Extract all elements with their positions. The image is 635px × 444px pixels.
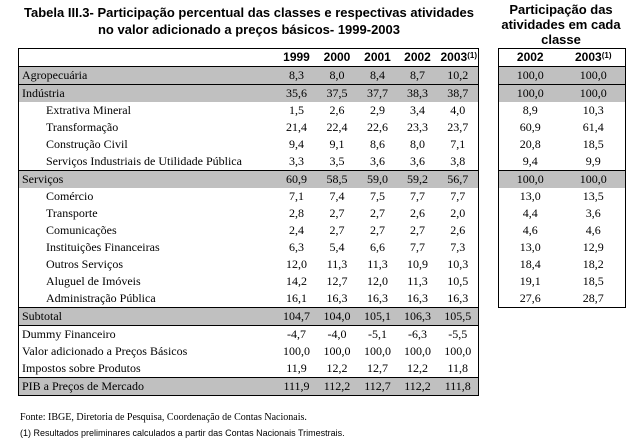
row-label: Agropecuária	[19, 67, 277, 85]
year-header: 2002	[499, 49, 562, 67]
value-cell: 23,3	[407, 120, 428, 134]
participation-cell: 12,9	[582, 240, 604, 254]
value-cell: 12,2	[326, 361, 348, 375]
value-cell: 12,0	[367, 274, 388, 288]
row-label: Comércio	[46, 189, 94, 203]
value-cell: 3,6	[410, 154, 425, 168]
value-cell: 7,7	[410, 240, 425, 254]
value-cell: 8,4	[358, 67, 398, 85]
table-row	[499, 256, 626, 273]
value-cell: 60,9	[277, 171, 317, 189]
table-row	[499, 153, 626, 171]
header-row	[499, 49, 626, 67]
value-cell: 2,8	[289, 206, 304, 220]
table-row	[19, 360, 479, 378]
value-cell: 2,6	[450, 223, 466, 237]
value-cell: 100,0	[283, 344, 310, 358]
year-header: 2000	[317, 49, 358, 67]
participation-cell: 27,6	[519, 291, 541, 305]
table-row	[19, 343, 479, 360]
participation-cell: 18,5	[582, 137, 604, 151]
participation-cell: 18,5	[582, 274, 604, 288]
value-cell: -4,0	[317, 326, 358, 344]
row-label: Transporte	[46, 206, 98, 220]
value-cell: 2,7	[370, 206, 385, 220]
value-cell: 100,0	[404, 344, 431, 358]
main-table	[18, 48, 479, 396]
value-cell: 3,6	[370, 154, 385, 168]
value-cell: -6,3	[398, 326, 438, 344]
table-row	[19, 256, 479, 273]
value-cell: -5,1	[358, 326, 398, 344]
table-row	[19, 326, 479, 344]
value-cell: 2,6	[329, 103, 345, 117]
participation-cell: 61,4	[582, 120, 604, 134]
table-row	[19, 273, 479, 290]
value-cell: 9,1	[329, 137, 345, 151]
participation-cell: 100,0	[562, 85, 626, 103]
value-cell: 6,3	[289, 240, 304, 254]
row-label: Comunicações	[46, 223, 117, 237]
row-label: Outros Serviços	[46, 257, 123, 271]
table-row	[499, 273, 626, 290]
value-cell: 16,1	[286, 291, 307, 305]
table-row	[19, 239, 479, 256]
header-row	[19, 49, 479, 67]
value-cell: -5,5	[438, 326, 479, 344]
side-table-title: Participação das atividades em cada classe	[501, 2, 621, 47]
year-header: 2001	[358, 49, 398, 67]
value-cell: 16,3	[407, 291, 428, 305]
value-cell: 3,3	[289, 154, 304, 168]
value-cell: -4,7	[277, 326, 317, 344]
value-cell: 8,6	[370, 137, 385, 151]
value-cell: 3,4	[410, 103, 425, 117]
value-cell: 5,4	[329, 240, 345, 254]
participation-cell: 20,8	[519, 137, 541, 151]
row-label: Valor adicionado a Preços Básicos	[22, 344, 188, 358]
participation-cell: 28,7	[582, 291, 604, 305]
value-cell: 38,7	[438, 85, 479, 103]
value-cell: 112,2	[317, 378, 358, 396]
table-title: Tabela III.3- Participação percentual das classes e respectivas atividades no valor adicionado a preços básicos- 1999-2003	[24, 5, 474, 37]
participation-cell: 9,9	[585, 154, 601, 168]
row-label: Subtotal	[19, 308, 277, 326]
row-label: PIB a Preços de Mercado	[19, 378, 277, 396]
participation-cell: 10,3	[582, 103, 604, 117]
note-marker: (1)	[601, 51, 612, 60]
value-cell: 8,0	[410, 137, 425, 151]
table-row	[499, 171, 626, 189]
value-cell: 12,2	[407, 361, 428, 375]
value-cell: 3,8	[450, 154, 466, 168]
value-cell: 105,5	[438, 308, 479, 326]
value-cell: 2,0	[450, 206, 466, 220]
participation-cell: 13,0	[519, 189, 541, 203]
table-row	[19, 136, 479, 153]
year-header: 2002	[398, 49, 438, 67]
value-cell: 2,4	[289, 223, 304, 237]
value-cell: 12,7	[367, 361, 388, 375]
value-cell: 16,3	[367, 291, 388, 305]
participation-cell: 4,4	[522, 206, 538, 220]
value-cell: 2,7	[410, 223, 425, 237]
value-cell: 7,4	[329, 189, 345, 203]
value-cell: 106,3	[398, 308, 438, 326]
value-cell: 10,5	[447, 274, 469, 288]
value-cell: 37,7	[358, 85, 398, 103]
participation-cell: 100,0	[562, 171, 626, 189]
value-cell: 111,9	[277, 378, 317, 396]
value-cell: 1,5	[289, 103, 304, 117]
value-cell: 38,3	[398, 85, 438, 103]
value-cell: 35,6	[277, 85, 317, 103]
participation-cell: 4,6	[522, 223, 538, 237]
value-cell: 105,1	[358, 308, 398, 326]
table-row	[19, 153, 479, 171]
value-cell: 9,4	[289, 137, 304, 151]
participation-cell: 18,2	[582, 257, 604, 271]
note-marker: (1)	[467, 51, 477, 60]
value-cell: 10,2	[438, 67, 479, 85]
participation-table	[498, 48, 626, 308]
value-cell: 8,3	[277, 67, 317, 85]
table-row	[19, 85, 479, 103]
value-cell: 2,7	[329, 223, 345, 237]
table-row	[499, 119, 626, 136]
table-row	[19, 290, 479, 308]
row-label: Indústria	[19, 85, 277, 103]
value-cell: 2,9	[370, 103, 385, 117]
table-row	[499, 239, 626, 256]
value-cell: 22,4	[326, 120, 348, 134]
participation-cell: 19,1	[519, 274, 541, 288]
row-label: Serviços Industriais de Utilidade Pública	[46, 154, 242, 168]
table-row	[499, 67, 626, 85]
year-header: 2003$^{(1)}$	[562, 49, 626, 67]
value-cell: 111,8	[438, 378, 479, 396]
row-label: Transformação	[46, 120, 119, 134]
participation-cell: 13,5	[582, 189, 604, 203]
value-cell: 7,1	[289, 189, 304, 203]
value-cell: 23,7	[447, 120, 469, 134]
value-cell: 104,0	[317, 308, 358, 326]
value-cell: 3,5	[329, 154, 345, 168]
value-cell: 12,0	[286, 257, 307, 271]
row-label: Extrativa Mineral	[46, 103, 131, 117]
value-cell: 59,0	[358, 171, 398, 189]
participation-cell: 9,4	[522, 154, 538, 168]
participation-cell: 100,0	[499, 171, 562, 189]
table-row	[19, 205, 479, 222]
participation-cell: 3,6	[585, 206, 601, 220]
value-cell: 11,3	[326, 257, 348, 271]
value-cell: 104,7	[277, 308, 317, 326]
value-cell: 8,0	[317, 67, 358, 85]
header-label-cell	[19, 49, 277, 67]
value-cell: 4,0	[450, 103, 466, 117]
value-cell: 7,7	[450, 189, 466, 203]
row-label: Construção Civil	[46, 137, 128, 151]
value-cell: 112,2	[398, 378, 438, 396]
value-cell: 7,7	[410, 189, 425, 203]
value-cell: 56,7	[438, 171, 479, 189]
table-row	[19, 102, 479, 119]
table-row	[19, 222, 479, 239]
table-row	[19, 171, 479, 189]
value-cell: 2,7	[370, 223, 385, 237]
value-cell: 12,7	[326, 274, 348, 288]
table-row	[499, 222, 626, 239]
year-header: 1999	[277, 49, 317, 67]
value-cell: 21,4	[286, 120, 307, 134]
table-row	[499, 290, 626, 308]
value-cell: 22,6	[367, 120, 388, 134]
value-cell: 16,3	[326, 291, 348, 305]
value-cell: 100,0	[444, 344, 472, 358]
participation-cell: 13,0	[519, 240, 541, 254]
value-cell: 58,5	[317, 171, 358, 189]
value-cell: 2,6	[410, 206, 425, 220]
row-label: Dummy Financeiro	[19, 326, 277, 344]
table-row	[19, 378, 479, 396]
value-cell: 11,8	[447, 361, 469, 375]
source-footnote: Fonte: IBGE, Diretoria de Pesquisa, Coordenação de Contas Nacionais.	[20, 412, 307, 423]
table-row	[499, 85, 626, 103]
value-cell: 2,7	[329, 206, 345, 220]
value-cell: 7,5	[370, 189, 385, 203]
participation-cell: 100,0	[499, 67, 562, 85]
value-cell: 6,6	[370, 240, 385, 254]
value-cell: 10,9	[407, 257, 428, 271]
row-label: Instituições Financeiras	[46, 240, 160, 254]
value-cell: 11,3	[367, 257, 388, 271]
value-cell: 100,0	[364, 344, 391, 358]
participation-cell: 100,0	[499, 85, 562, 103]
table-row	[19, 308, 479, 326]
participation-cell: 60,9	[519, 120, 541, 134]
value-cell: 11,3	[407, 274, 428, 288]
participation-cell: 18,4	[519, 257, 541, 271]
year-header: 2003$^{(1)}$	[438, 49, 479, 67]
table-row	[499, 102, 626, 119]
participation-cell: 100,0	[562, 67, 626, 85]
row-label: Impostos sobre Produtos	[22, 361, 141, 375]
table-row	[499, 205, 626, 222]
table-row	[19, 67, 479, 85]
preliminary-note: (1) Resultados preliminares calculados a partir das Contas Nacionais Trimestrais.	[20, 428, 345, 438]
row-label: Aluguel de Imóveis	[46, 274, 141, 288]
value-cell: 7,3	[450, 240, 466, 254]
value-cell: 10,3	[447, 257, 469, 271]
value-cell: 59,2	[398, 171, 438, 189]
table-row	[19, 188, 479, 205]
value-cell: 16,3	[447, 291, 469, 305]
participation-cell: 8,9	[522, 103, 538, 117]
value-cell: 11,9	[286, 361, 307, 375]
table-row	[499, 188, 626, 205]
participation-cell: 4,6	[585, 223, 601, 237]
table-row	[499, 136, 626, 153]
value-cell: 100,0	[323, 344, 351, 358]
row-label: Administração Pública	[46, 291, 156, 305]
value-cell: 14,2	[286, 274, 307, 288]
value-cell: 112,7	[358, 378, 398, 396]
value-cell: 7,1	[450, 137, 466, 151]
value-cell: 37,5	[317, 85, 358, 103]
table-row	[19, 119, 479, 136]
row-label: Serviços	[19, 171, 277, 189]
value-cell: 8,7	[398, 67, 438, 85]
